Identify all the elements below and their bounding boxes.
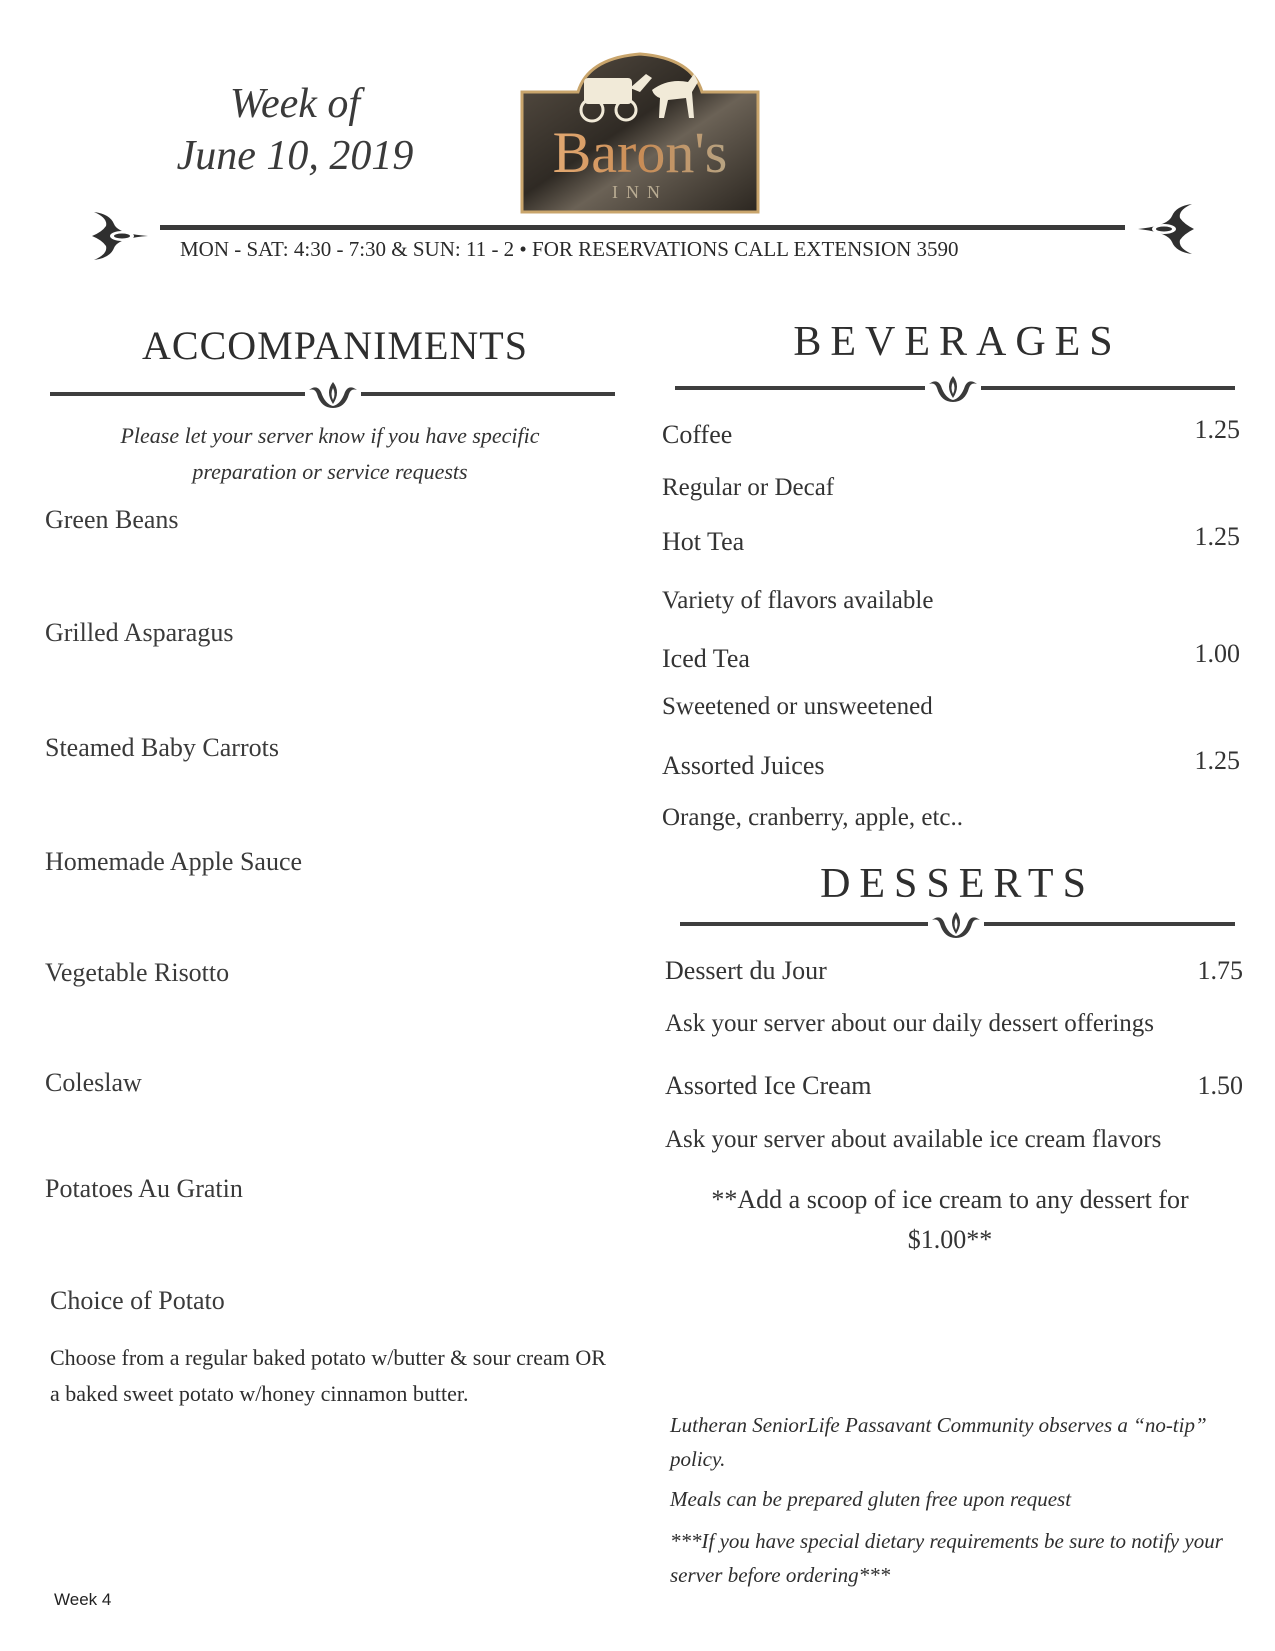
accompaniment-item: Green Beans — [45, 505, 179, 534]
menu-item-row — [662, 522, 1240, 557]
accompaniments-divider — [50, 380, 615, 408]
svg-text:Baron's: Baron's — [552, 120, 728, 185]
accompaniment-item: Steamed Baby Carrots — [45, 733, 279, 762]
gluten-free-note: Meals can be prepared gluten free upon request — [670, 1487, 1072, 1511]
lotus-ornament-icon — [930, 910, 982, 938]
logo-sign-icon — [518, 48, 762, 216]
accompaniment-item: Vegetable Risotto — [45, 958, 230, 987]
beverages-heading: BEVERAGES — [793, 319, 1122, 365]
no-tip-policy-note: Lutheran SeniorLife Passavant Community observes a “no-tip” policy. — [670, 1413, 1207, 1471]
accompaniment-item: Coleslaw — [45, 1068, 142, 1097]
accompaniments-heading: ACCOMPANIMENTS — [142, 323, 528, 368]
item-description: Regular or Decaf — [662, 474, 835, 501]
beverages-divider — [675, 374, 1235, 402]
item-description: Variety of flavors available — [662, 587, 934, 614]
desserts-heading: DESSERTS — [820, 861, 1095, 907]
item-description: Sweetened or unsweetened — [662, 693, 933, 720]
item-price: 1.25 — [1194, 415, 1240, 444]
week-of-heading — [150, 78, 440, 182]
item-price: 1.50 — [1197, 1071, 1243, 1100]
item-description: Ask your server about our daily dessert offerings — [665, 1010, 1155, 1037]
accompaniments-subtitle: Please let your server know if you have specific preparation or service requests — [120, 423, 540, 484]
lotus-ornament-icon — [307, 380, 359, 408]
item-name: Assorted Ice Cream — [665, 1071, 872, 1100]
menu-item-row — [662, 415, 1240, 450]
item-price: 1.25 — [1194, 746, 1240, 775]
accompaniment-item: Potatoes Au Gratin — [45, 1174, 243, 1203]
accompaniment-item: Homemade Apple Sauce — [45, 847, 303, 876]
menu-item-row — [662, 746, 1240, 781]
page-label: Week 4 — [54, 1590, 112, 1609]
accompaniment-description: Choose from a regular baked potato w/butter & sour cream OR a baked sweet potato w/honey cinnamon butter. — [50, 1345, 606, 1406]
item-description: Ask your server about available ice cream flavors — [665, 1126, 1162, 1153]
item-name: Iced Tea — [662, 644, 750, 673]
svg-text:INN: INN — [612, 182, 668, 202]
accompaniment-item: Choice of Potato — [50, 1286, 225, 1315]
ornament-right-icon — [1128, 200, 1198, 258]
week-date: June 10, 2019 — [176, 133, 414, 179]
item-name: Dessert du Jour — [665, 956, 827, 985]
dietary-requirements-note: ***If you have special dietary requirements be sure to notify your server before ordering*** — [670, 1529, 1223, 1587]
accompaniment-item: Grilled Asparagus — [45, 618, 234, 647]
header-rule — [160, 225, 1125, 230]
hours-reservations-line: MON - SAT: 4:30 - 7:30 & SUN: 11 - 2 • FOR RESERVATIONS CALL EXTENSION 3590 — [180, 237, 959, 261]
item-name: Coffee — [662, 420, 733, 449]
week-of-label: Week of — [229, 81, 361, 127]
lotus-ornament-icon — [927, 374, 979, 402]
ice-cream-addon-note: **Add a scoop of ice cream to any dessert for $1.00** — [711, 1185, 1189, 1254]
desserts-divider — [680, 910, 1235, 938]
barons-inn-logo — [518, 48, 762, 216]
item-price: 1.75 — [1197, 956, 1243, 985]
menu-item-row — [662, 639, 1240, 674]
item-name: Assorted Juices — [662, 751, 825, 780]
item-name: Hot Tea — [662, 527, 745, 556]
item-price: 1.00 — [1194, 639, 1240, 668]
ornament-left-icon — [88, 208, 158, 264]
menu-item-row — [665, 1071, 1243, 1101]
item-description: Orange, cranberry, apple, etc.. — [662, 804, 963, 831]
menu-item-row — [665, 956, 1243, 986]
item-price: 1.25 — [1194, 522, 1240, 551]
